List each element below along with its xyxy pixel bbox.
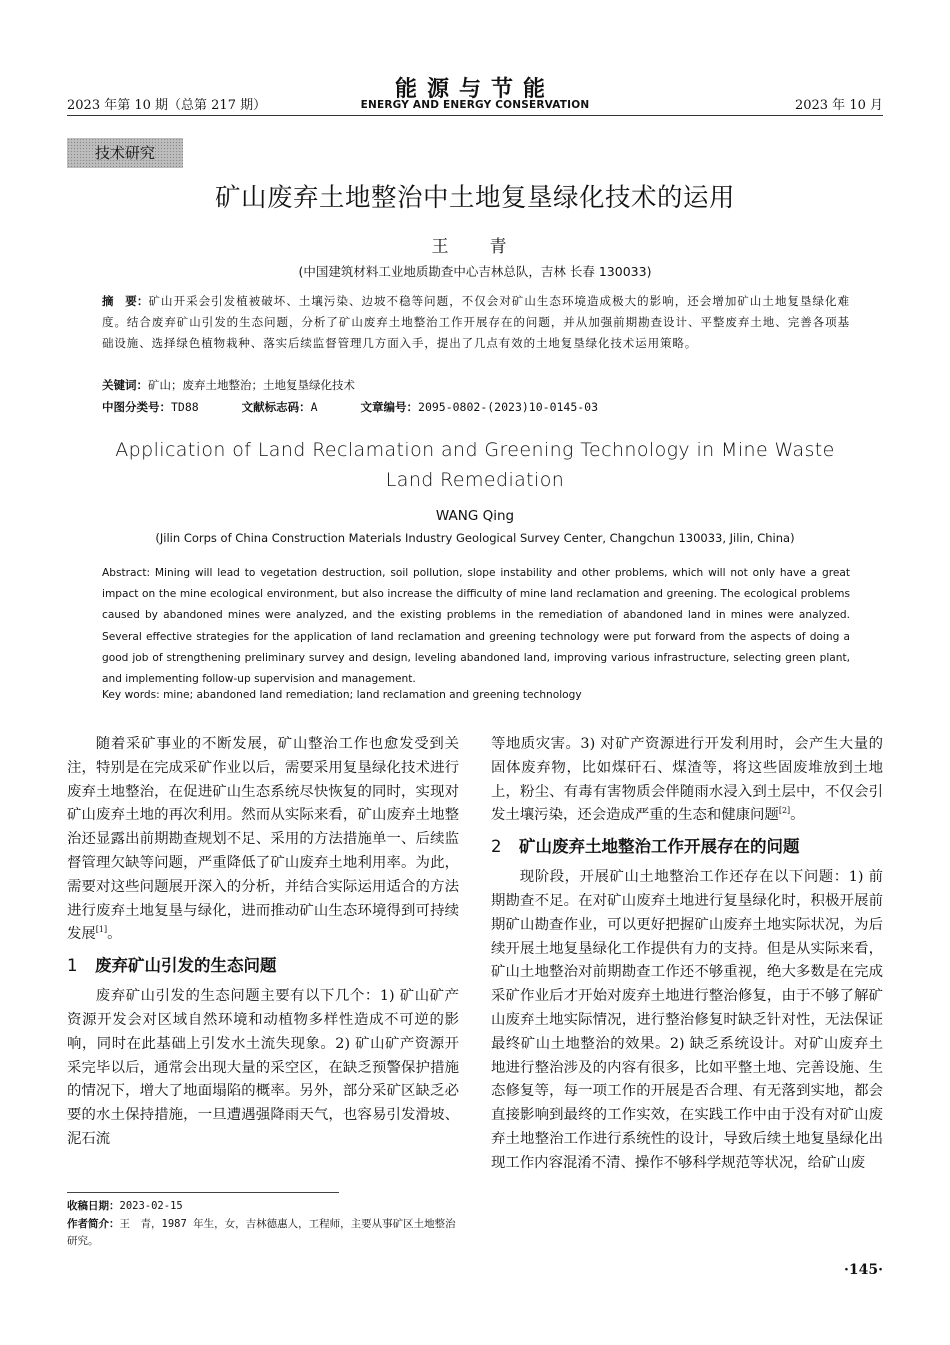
section-2-heading	[491, 834, 883, 860]
article-title-en-line2: Land Remediation	[385, 469, 565, 491]
abstract-cn-label: 摘 要：	[102, 294, 149, 308]
journal-title-cn: 能源与节能	[394, 76, 555, 102]
abstract-en-label: Abstract:	[102, 567, 151, 579]
footnote-divider	[67, 1192, 339, 1193]
section-tag: 技术研究	[67, 138, 183, 168]
author-bio	[67, 1216, 463, 1251]
section-1-number: 1	[67, 956, 78, 976]
section-1-heading	[67, 953, 459, 979]
keywords-en	[102, 689, 582, 701]
section-1-title: 废弃矿山引发的生态问题	[95, 956, 277, 976]
affiliation-cn: (中国建筑材料工业地质勘查中心吉林总队，吉林 长春 130033)	[298, 264, 652, 279]
intro-paragraph	[67, 733, 459, 947]
journal-title-en: ENERGY AND ENERGY CONSERVATION	[360, 99, 590, 111]
author-cn: 王 青	[431, 237, 519, 257]
clc-label: 中图分类号：	[102, 400, 171, 414]
section-2-title: 矿山废弃土地整治工作开展存在的问题	[519, 837, 800, 857]
received-label: 收稿日期：	[67, 1200, 120, 1212]
body-right-column	[491, 733, 883, 1176]
body-left-column	[67, 733, 459, 1152]
article-no-value: 2095-0802-(2023)10-0145-03	[418, 400, 599, 414]
keywords-cn-label: 关键词：	[102, 378, 148, 392]
section-1-paragraph: 废弃矿山引发的生态问题主要有以下几个：1) 矿山矿产资源开发会对区域自然环境和动植物多样性造成不可逆的影响，同时在此基础上引发水土流失现象。2) 矿山矿产资源开采完毕以后，通常会出现大量的采空区，在缺乏预警保护措施的情况下，增大了地面塌陷的概率。另外，部分采矿区缺乏必要的水土保持措施，一旦遭遇强降雨天气，也容易引发滑坡、泥石流	[67, 988, 459, 1147]
article-title-en	[0, 435, 950, 495]
bio-text: 王 青，1987 年生，女，吉林德惠人，工程师，主要从事矿区土地整治研究。	[67, 1217, 456, 1247]
keywords-en-label: Key words:	[102, 689, 160, 701]
abstract-en-text: Mining will lead to vegetation destruction, soil pollution, slope instability and other problems, which will not only have a great impact on the mine ecological environment, but also increase the difficulty of mine land reclamation and greening. The ecological problems caused by abandoned mines were analyzed, and the existing problems in the remediation of abandoned land in mines were analyzed. Several effective strategies for the application of land reclamation and greening technology were put forward from the aspects of doing a good job of strengthening preliminary survey and design, leveling abandoned land, improving various infrastructure, selecting green plant, and implementing follow-up supervision and management.	[102, 567, 850, 686]
doc-code-label: 文献标志码：	[241, 400, 311, 414]
citation-2: [2]	[778, 806, 791, 816]
continued-paragraph	[491, 733, 883, 828]
citation-1: [1]	[95, 925, 108, 935]
abstract-cn	[102, 291, 850, 354]
abstract-en	[102, 563, 850, 690]
classification-row	[102, 399, 850, 415]
continued-text: 等地质灾害。3) 对矿产资源进行开发利用时，会产生大量的固体废弃物，比如煤矸石、煤渣等，将这些固废堆放到土地上，粉尘、有毒有害物质会伴随雨水浸入到土层中，不仅会引发土壤污染，还会造成严重的生态和健康问题	[491, 736, 883, 824]
affiliation-en: (Jilin Corps of China Construction Materials Industry Geological Survey Center, Changchun 130033, Jilin, China)	[155, 531, 795, 545]
intro-text: 随着采矿事业的不断发展，矿山整治工作也愈发受到关注，特别是在完成采矿作业以后，需要采用复垦绿化技术进行废弃土地整治，在促进矿山生态系统尽快恢复的同时，实现对矿山废弃土地的再次利用。然而从实际来看，矿山废弃土地整治还显露出前期勘查规划不足、采用的方法措施单一、后续监督管理欠缺等问题，严重降低了矿山废弃土地利用率。为此，需要对这些问题展开深入的分析，并结合实际运用适合的方法进行废弃土地复垦与绿化，进而推动矿山生态环境得到可持续发展	[67, 736, 459, 943]
keywords-cn-text: 矿山；废弃土地整治；土地复垦绿化技术	[148, 378, 355, 392]
author-en: WANG Qing	[435, 508, 515, 524]
received-value: 2023-02-15	[119, 1200, 183, 1212]
received-date	[67, 1198, 463, 1216]
article-title-cn: 矿山废弃土地整治中土地复垦绿化技术的运用	[214, 183, 735, 213]
page-number: ·145·	[844, 1262, 883, 1278]
bio-label: 作者简介：	[67, 1217, 120, 1230]
issue-date: 2023 年 10 月	[794, 98, 883, 113]
article-no-label: 文章编号：	[360, 400, 419, 414]
keywords-cn	[102, 377, 355, 393]
section-2-paragraph: 现阶段，开展矿山土地整治工作还存在以下问题：1) 前期勘查不足。在对矿山废弃土地进行复垦绿化时，积极开展前期矿山勘查作业，可以更好把握矿山废弃土地实际状况，为后续开展土地复垦绿化工作提供有力的支持。但是从实际来看，矿山土地整治对前期勘查工作还不够重视，绝大多数是在完成采矿作业后才开始对废弃土地进行整治修复，由于不够了解矿山废弃土地实际情况，进行整治修复时缺乏针对性，无法保证最终矿山土地整治的效果。2) 缺乏系统设计。对矿山废弃土地进行整治涉及的内容有很多，比如平整土地、完善设施、生态修复等，每一项工作的开展是否合理、有无落到实地，都会直接影响到最终的工作实效，在实践工作中由于没有对矿山废弃土地整治工作进行系统性的设计，导致后续土地复垦绿化出现工作内容混淆不清、操作不够科学规范等状况，给矿山废	[491, 869, 883, 1171]
footnote	[67, 1198, 463, 1251]
section-2-number: 2	[491, 837, 502, 857]
continued-end: 。	[790, 807, 805, 824]
abstract-cn-text: 矿山开采会引发植被破坏、土壤污染、边坡不稳等问题，不仅会对矿山生态环境造成极大的影响，还会增加矿山土地复垦绿化难度。结合废弃矿山引发的生态问题，分析了矿山废弃土地整治工作开展存在的问题，并从加强前期勘查设计、平整废弃土地、完善各项基础设施、选择绿色植物栽种、落实后续监督管理几方面入手，提出了几点有效的土地复垦绿化技术运用策略。	[102, 294, 850, 350]
issue-info: 2023 年第 10 期（总第 217 期）	[67, 98, 267, 113]
intro-end: 。	[107, 926, 122, 943]
keywords-en-text: mine; abandoned land remediation; land reclamation and greening technology	[163, 689, 582, 701]
header-divider	[67, 115, 883, 116]
doc-code-value: A	[310, 400, 318, 414]
clc-value: TD88	[171, 400, 199, 414]
article-title-en-line1: Application of Land Reclamation and Greening Technology in Mine Waste	[115, 439, 835, 461]
